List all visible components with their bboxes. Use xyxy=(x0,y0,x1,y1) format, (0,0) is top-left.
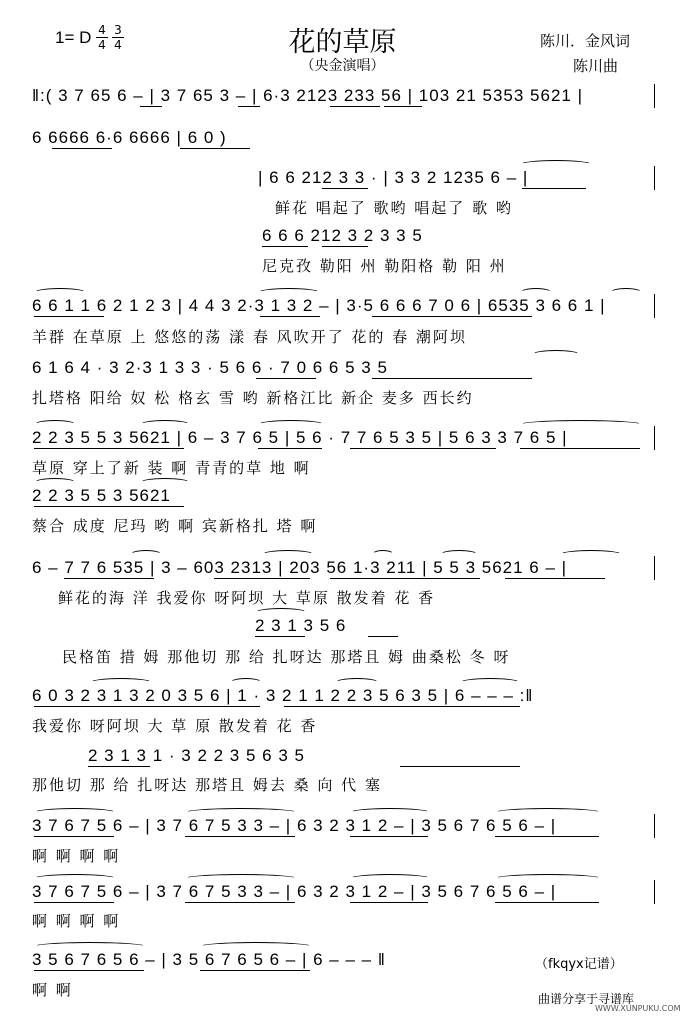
score-line-10: 2 3 1 3 5 6 xyxy=(255,616,347,635)
lyricist: 陈川．金风词 xyxy=(540,32,631,50)
score-line-13: 3 7 6 7 5 6 – | 3 7 6 7 5 3 3 – | 6 3 2 3 1 2 – | 3 5 6 7 6 5 6 – | xyxy=(32,816,557,835)
score-line-7: 2 2 3 5 5 3 5621 | 6 – 3 7 6 5 | 5 6 · 7 7 6 5 3 5 | 5 6 3 3 7 6 5 | xyxy=(32,428,568,447)
song-title: 花的草原 xyxy=(288,27,397,58)
lyric-line-13: 啊 啊 xyxy=(32,981,73,999)
score-line-8: 2 2 3 5 5 3 5621 xyxy=(32,486,171,505)
lyric-line-9: 我爱你 呀阿坝 大 草 原 散发着 花 香 xyxy=(32,717,318,735)
lyric-line-8: 民格笛 措 姆 那他切 那 给 扎呀达 那塔且 姆 曲桑松 冬 呀 xyxy=(62,648,511,666)
time-den-2: 4 xyxy=(114,38,122,52)
lyric-line-2: 尼克孜 勒阳 州 勒阳格 勒 阳 州 xyxy=(262,257,507,275)
time-num-2: 3 xyxy=(114,23,122,37)
score-line-15: 3 5 6 7 6 5 6 – | 3 5 6 7 6 5 6 – | 6 – – – ‖ xyxy=(32,950,386,969)
lyric-line-7: 鲜花的海 洋 我爱你 呀阿坝 大 草原 散发着 花 香 xyxy=(58,589,436,607)
transcriber-credit: （fkqyx记谱） xyxy=(535,957,623,972)
score-line-5: 6 6 1 1 6 2 1 2 3 | 4 4 3 2·3 1 3 2 – | 3·5 6 6 6 7 0 6 | 6535 3 6 6 1 | xyxy=(32,296,606,315)
score-line-4: 6 6 6 212 3 2 3 3 5 xyxy=(262,226,423,245)
lyric-line-11: 啊 啊 啊 啊 xyxy=(32,847,121,865)
lyric-line-4: 扎塔格 阳给 奴 松 格玄 雪 哟 新格江比 新企 麦多 西长约 xyxy=(32,389,474,407)
score-line-6: 6 1 6 4 · 3 2·3 1 3 3 · 5 6 6 · 7 0 6 6 5 3 5 xyxy=(32,358,388,377)
key-signature: 1= D xyxy=(55,28,92,47)
lyric-line-1: 鲜花 唱起了 歌哟 唱起了 歌 哟 xyxy=(275,199,513,217)
score-line-3: | 6 6 212 3 3 · | 3 3 2 1235 6 – | xyxy=(258,168,529,187)
site-credit: 曲谱分享于寻谱库 xyxy=(538,992,635,1006)
time-den-1: 4 xyxy=(98,38,106,52)
score-line-9: 6 – 7 7 6 535 | 3 – 603 2313 | 203 56 1·3 211 | 5 5 3 5621 6 – | xyxy=(32,558,568,577)
lyric-line-5: 草原 穿上了新 装 啊 青青的草 地 啊 xyxy=(32,459,311,477)
lyric-line-6: 蔡合 成度 尼玛 哟 啊 宾新格扎 塔 啊 xyxy=(32,517,318,535)
score-line-14: 3 7 6 7 5 6 – | 3 7 6 7 5 3 3 – | 6 3 2 3 1 2 – | 3 5 6 7 6 5 6 – | xyxy=(32,882,557,901)
lyric-line-10: 那他切 那 给 扎呀达 那塔且 姆去 桑 向 代 塞 xyxy=(32,776,382,794)
performer: （央金演唱） xyxy=(300,58,385,74)
lyric-line-12: 啊 啊 啊 啊 xyxy=(32,912,121,930)
time-num-1: 4 xyxy=(98,23,106,37)
site-url: WWW.XUNPUKU.COM xyxy=(595,1004,681,1013)
score-line-11: 6 0 3 2 3 1 3 2 0 3 5 6 | 1 · 3 2 1 1 2 2 3 5 6 3 5 | 6 – – – :‖ xyxy=(32,686,534,705)
score-line-2: 6 6666 6·6 6666 | 6 0 ) xyxy=(32,128,227,147)
composer: 陈川曲 xyxy=(573,57,619,75)
score-line-1: ‖:( 3 7 65 6 – | 3 7 65 3 – | 6·3 2123 233 56 | 103 21 5353 5621 | xyxy=(32,86,584,105)
lyric-line-3: 羊群 在草原 上 悠悠的荡 漾 春 风吹开了 花的 春 潮阿坝 xyxy=(32,328,467,346)
score-line-12: 2 3 1 3 1 · 3 2 2 3 5 6 3 5 xyxy=(88,746,305,765)
